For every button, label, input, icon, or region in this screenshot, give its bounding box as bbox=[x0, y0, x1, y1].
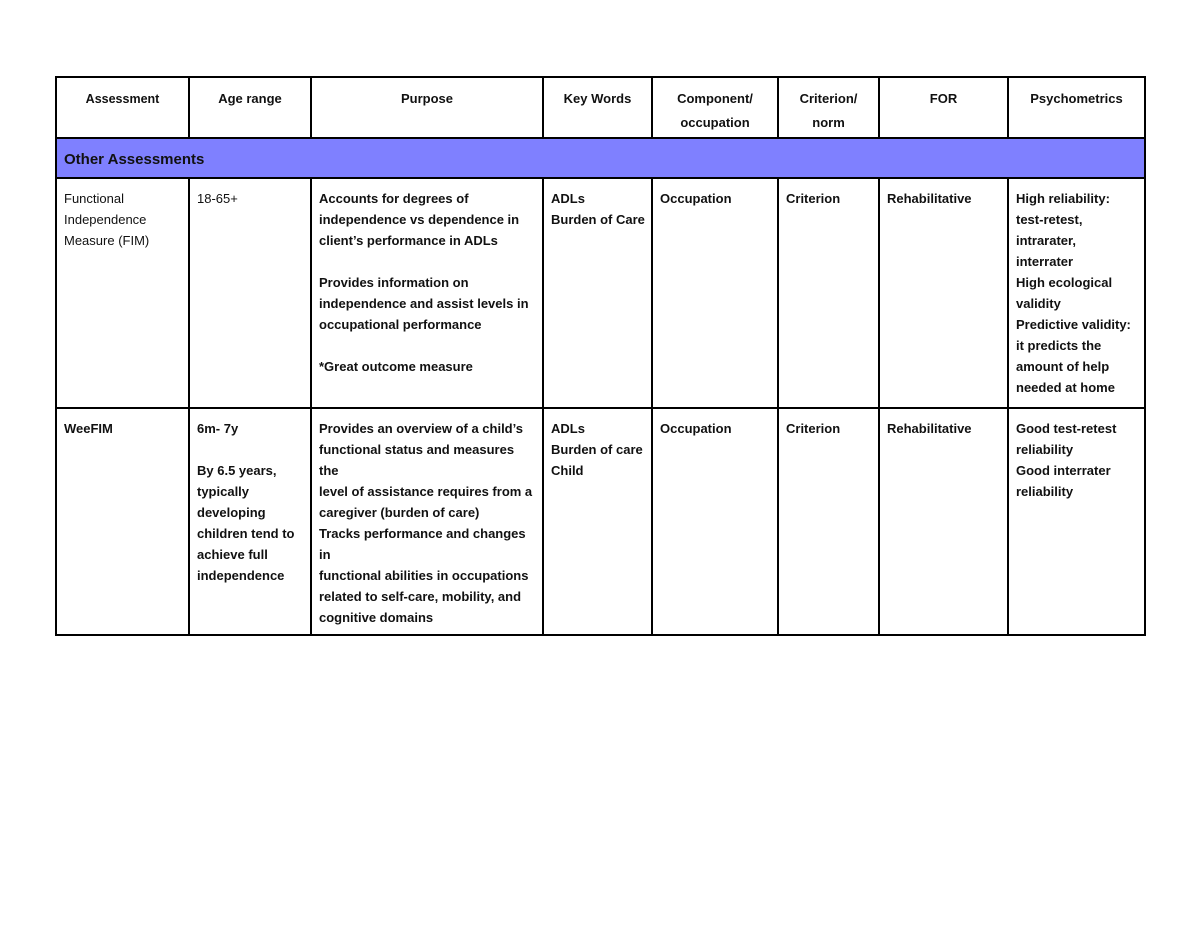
header-component: Component/ occupation bbox=[652, 77, 778, 138]
header-key-words: Key Words bbox=[543, 77, 652, 138]
cell-assessment: WeeFIM bbox=[64, 421, 113, 436]
cell-psychometrics: High reliability: test-retest, intrarater, interrater High ecological validity Predictive validity: it predicts the amount of help needed at home bbox=[1016, 191, 1131, 395]
table-row bbox=[56, 408, 1145, 635]
cell-age-range: 6m- 7y By 6.5 years, typically developing children tend to achieve full independence bbox=[197, 421, 295, 583]
header-psychometrics: Psychometrics bbox=[1008, 77, 1145, 138]
section-title: Other Assessments bbox=[56, 138, 1145, 178]
assessment-table bbox=[55, 76, 1146, 636]
cell-key-words: ADLs Burden of Care bbox=[551, 191, 645, 227]
cell-age-range: 18-65+ bbox=[197, 191, 238, 206]
header-row bbox=[56, 77, 1145, 138]
cell-criterion: Criterion bbox=[786, 421, 841, 436]
cell-component: Occupation bbox=[660, 191, 732, 206]
cell-criterion: Criterion bbox=[786, 191, 841, 206]
header-criterion: Criterion/ norm bbox=[778, 77, 879, 138]
cell-for: Rehabilitative bbox=[887, 421, 972, 436]
header-age-range: Age range bbox=[189, 77, 311, 138]
cell-assessment: Functional Independence Measure (FIM) bbox=[64, 191, 150, 248]
cell-psychometrics: Good test-retest reliability Good interrater reliability bbox=[1016, 421, 1117, 499]
section-row bbox=[56, 138, 1145, 178]
header-assessment: Assessment bbox=[56, 77, 189, 138]
cell-purpose: Provides an overview of a child’s functional status and measures the level of assistance requires from a caregiver (burden of care) Tracks performance and changes in functional abilities in occupations related to self-care, mobility, and cognitive domains bbox=[319, 421, 533, 625]
cell-purpose: Accounts for degrees of independence vs dependence in client’s performance in ADLs Provides information on independence and assist levels in occupational performance *Great outcome measure bbox=[319, 191, 529, 374]
header-purpose: Purpose bbox=[311, 77, 543, 138]
cell-component: Occupation bbox=[660, 421, 732, 436]
table-row bbox=[56, 178, 1145, 408]
cell-for: Rehabilitative bbox=[887, 191, 972, 206]
cell-key-words: ADLs Burden of care Child bbox=[551, 421, 643, 478]
header-for: FOR bbox=[879, 77, 1008, 138]
